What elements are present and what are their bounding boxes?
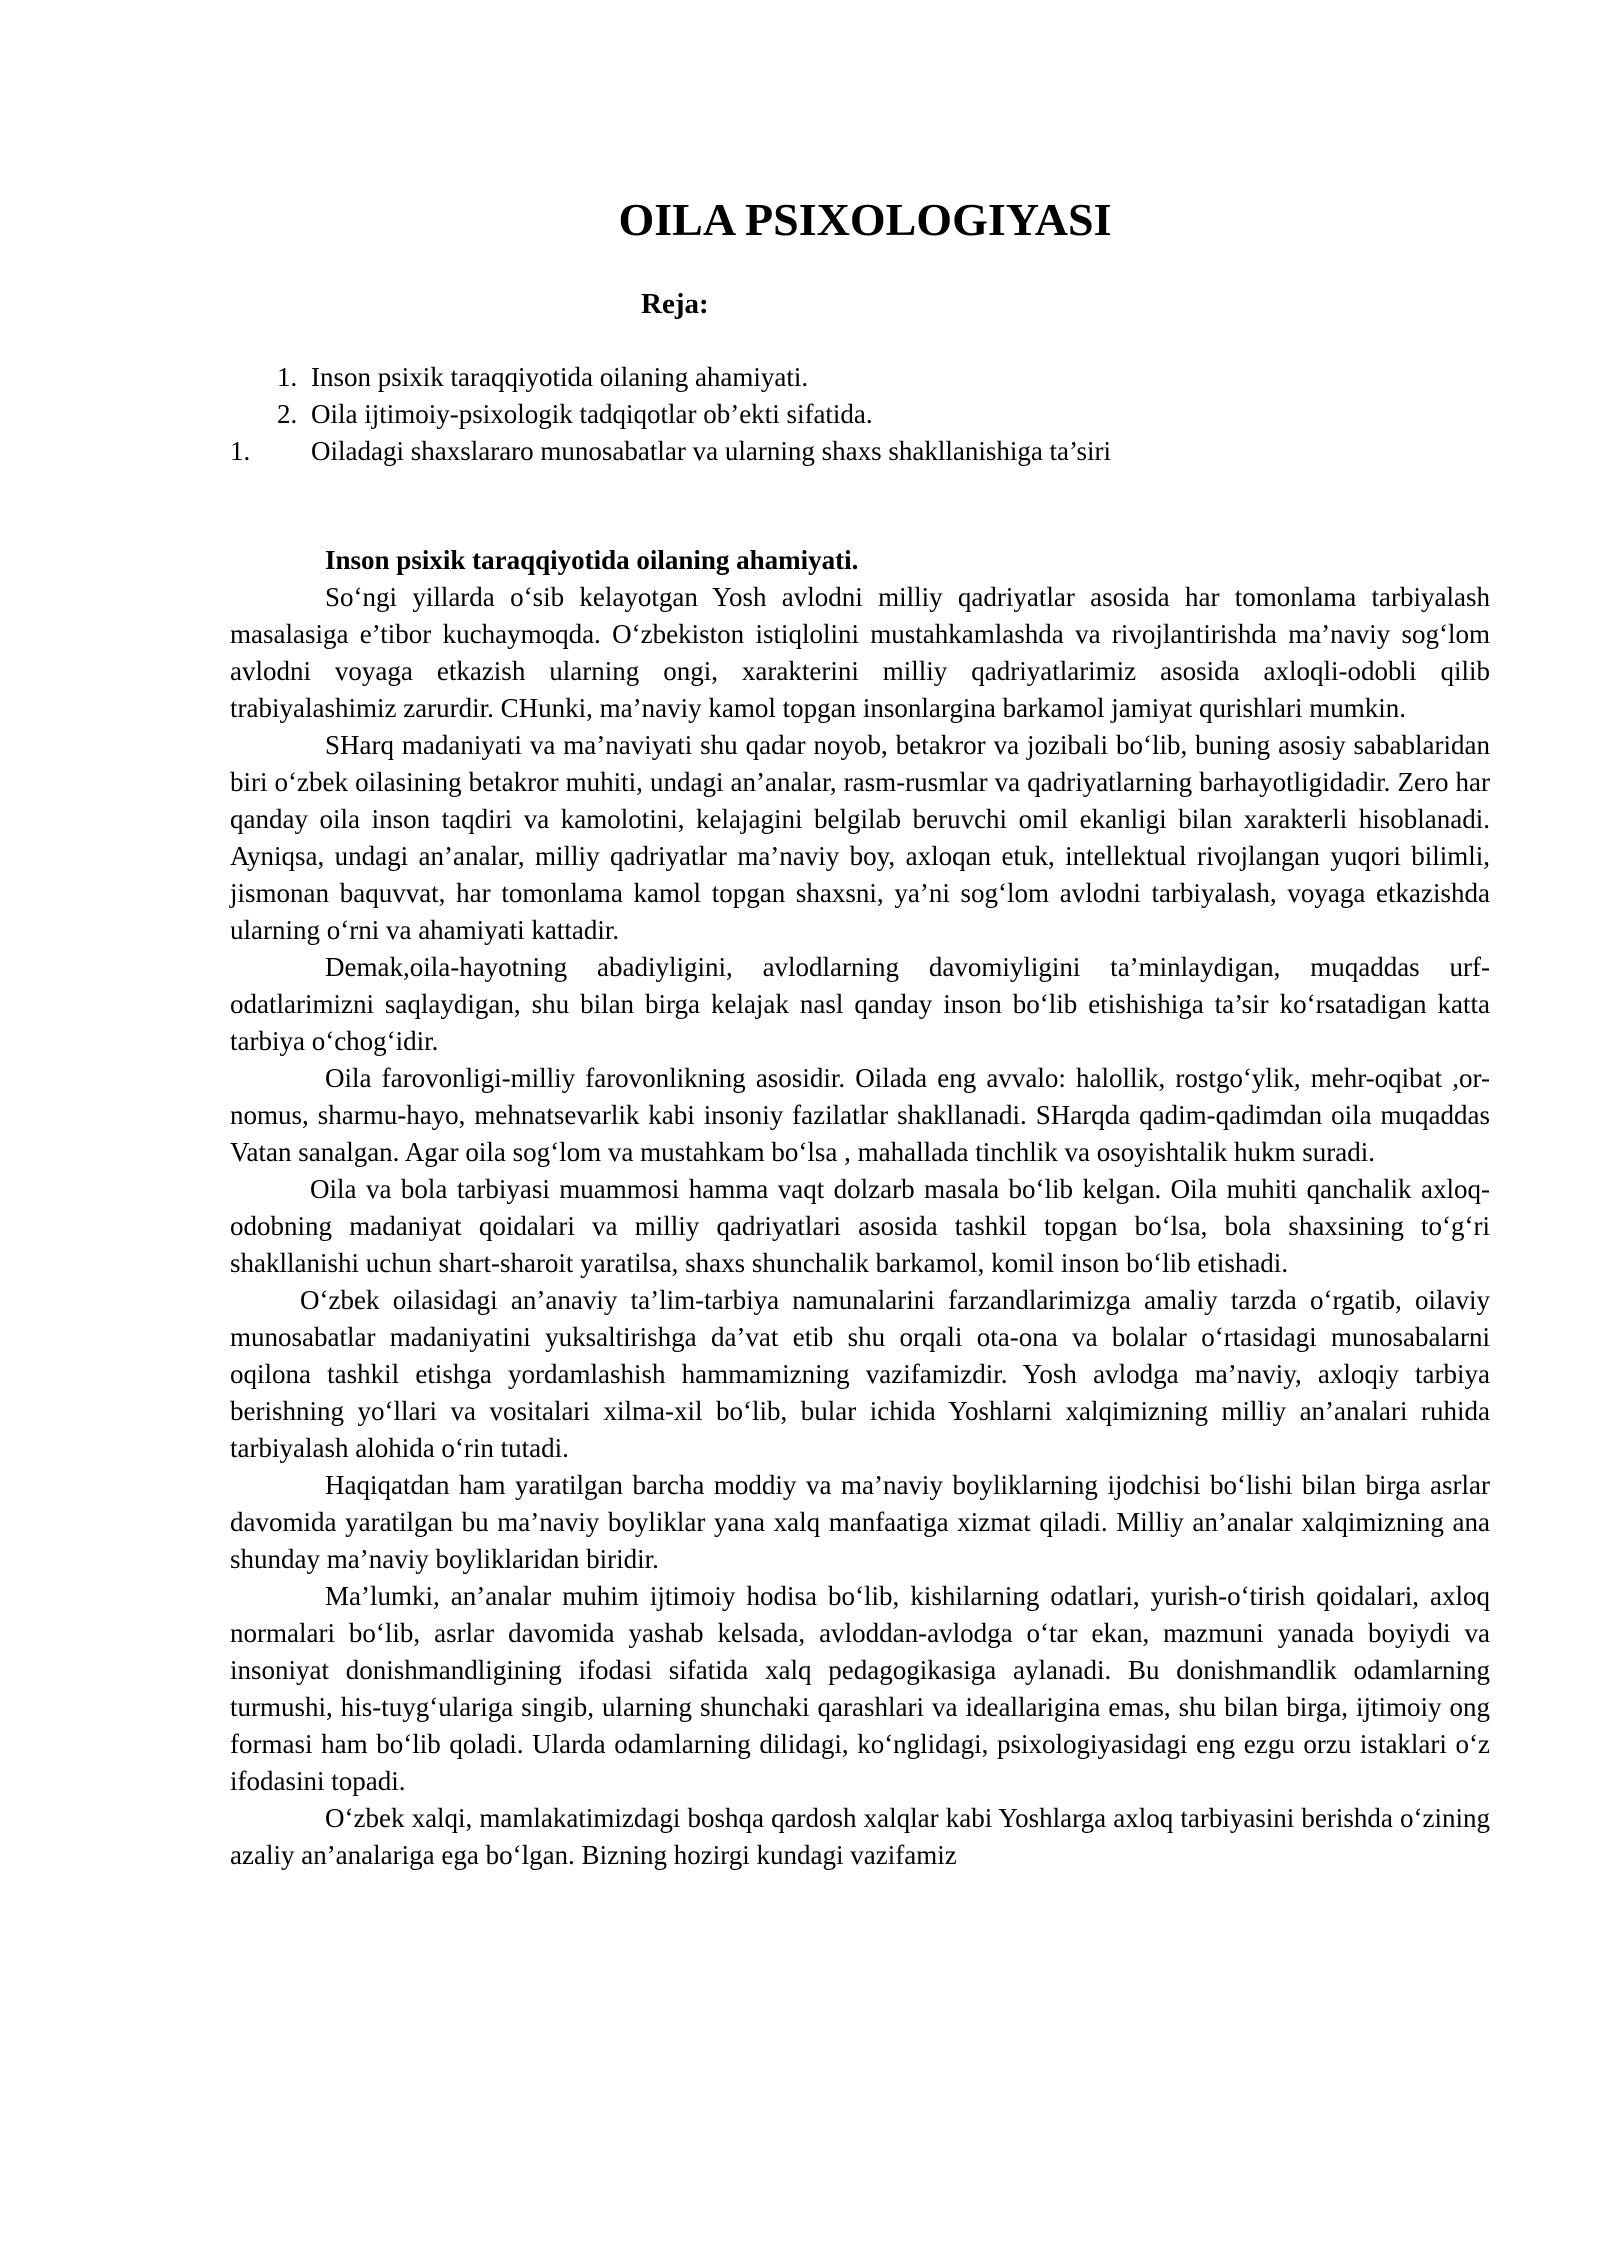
paragraph: SHarq madaniyati va ma’naviyati shu qadar noyob, betakror va jozibali bo‘lib, buning asosiy sabablaridan biri o‘zbek oilasining betakror muhiti, undagi an’analar, rasm-rusmlar va qadriyatlarning barhayotligidadir. Zero har qanday oila inson taqdiri va kamolotini, kelajagini belgilab beruvchi omil ekanligi bilan xarakterli hisoblanadi. Ayniqsa, undagi an’analar, milliy qadriyatlar ma’naviy boy, axloqan etuk, intellektual rivojlangan yuqori bilimli, jismonan baquvvat, har tomonlama kamol topgan shaxsni, ya’ni sog‘lom avlodni tarbiyalash, voyaga etkazishda ularning o‘rni va ahamiyati kattadir. bbox=[230, 730, 1490, 945]
paragraph: O‘zbek xalqi, mamlakatimizdagi boshqa qardosh xalqlar kabi Yoshlarga axloq tarbiyasini berishda o‘zining azaliy an’analariga ega bo‘lgan. Bizning hozirgi kundagi vazifamiz bbox=[230, 1803, 1490, 1870]
document-title: OILA PSIXOLOGIYASI bbox=[618, 194, 1112, 245]
plan-item bbox=[230, 359, 1430, 396]
section-heading: Inson psixik taraqqiyotida oilaning ahamiyati. bbox=[325, 545, 859, 575]
paragraph: Oila farovonligi-milliy farovonlikning asosidir. Oilada eng avvalo: halollik, rostgo‘ylik, mehr-oqibat ,or-nomus, sharmu-hayo, mehnatsevarlik kabi insoniy fazilatlar shakllanadi. SHarqda qadim-qadimdan oila muqaddas Vatan sanalgan. Agar oila sog‘lom va mustahkam bo‘lsa , mahallada tinchlik va osoyishtalik hukm suradi. bbox=[230, 1063, 1490, 1167]
body-text bbox=[230, 579, 1490, 1874]
plan-item-text: Oiladagi shaxslararo munosabatlar va ularning shaxs shakllanishiga ta’siri bbox=[311, 436, 1112, 466]
plan-item-number: 2. bbox=[277, 399, 298, 429]
plan-item-number: 1. bbox=[230, 436, 251, 466]
paragraph: Oila va bola tarbiyasi muammosi hamma vaqt dolzarb masala bo‘lib kelgan. Oila muhiti qanchalik axloq-odobning madaniyat qoidalari va milliy qadriyatlari asosida tashkil topgan bo‘lsa, bola shaxsining to‘g‘ri shakllanishi uchun shart-sharoit yaratilsa, shaxs shunchalik barkamol, komil inson bo‘lib etishadi. bbox=[230, 1174, 1490, 1278]
plan-item bbox=[230, 433, 1430, 470]
paragraph: Demak,oila-hayotning abadiyligini, avlodlarning davomiyligini ta’minlaydigan, muqaddas urf-odatlarimizni saqlaydigan, shu bilan birga kelajak nasl qanday inson bo‘lib etishishiga ta’sir ko‘rsatadigan katta tarbiya o‘chog‘idir. bbox=[230, 952, 1490, 1056]
paragraph: Ma’lumki, an’analar muhim ijtimoiy hodisa bo‘lib, kishilarning odatlari, yurish-o‘tirish qoidalari, axloq normalari bo‘lib, asrlar davomida yashab kelsada, avloddan-avlodga o‘tar ekan, mazmuni yanada boyiydi va insoniyat donishmandligining ifodasi sifatida xalq pedagogikasiga aylanadi. Bu donishmandlik odamlarning turmushi, his-tuyg‘ulariga singib, ularning shunchaki qarashlari va ideallarigina emas, shu bilan birga, ijtimoiy ong formasi ham bo‘lib qoladi. Ularda odamlarning dilidagi, ko‘nglidagi, psixologiyasidagi eng ezgu orzu istaklari o‘z ifodasini topadi. bbox=[230, 1581, 1490, 1796]
plan-list bbox=[230, 359, 1430, 470]
plan-item-number: 1. bbox=[277, 362, 298, 392]
plan-heading: Reja: bbox=[641, 288, 709, 320]
paragraph: Haqiqatdan ham yaratilgan barcha moddiy va ma’naviy boyliklarning ijodchisi bo‘lishi bilan birga asrlar davomida yaratilgan bu ma’naviy boyliklar yana xalq manfaatiga xizmat qiladi. Milliy an’analar xalqimizning ana shunday ma’naviy boyliklaridan biridir. bbox=[230, 1470, 1490, 1574]
paragraph: O‘zbek oilasidagi an’anaviy ta’lim-tarbiya namunalarini farzandlarimizga amaliy tarzda o‘rgatib, oilaviy munosabatlar madaniyatini yuksaltirishga da’vat etib shu orqali ota-ona va bolalar o‘rtasidagi munosabalarni oqilona tashkil etishga yordamlashish hammamizning vazifamizdir. Yosh avlodga ma’naviy, axloqiy tarbiya berishning yo‘llari va vositalari xilma-xil bo‘lib, bular ichida Yoshlarni xalqimizning milliy an’analari ruhida tarbiyalash alohida o‘rin tutadi. bbox=[230, 1285, 1490, 1463]
plan-item-text: Inson psixik taraqqiyotida oilaning ahamiyati. bbox=[311, 362, 809, 392]
paragraph: So‘ngi yillarda o‘sib kelayotgan Yosh avlodni milliy qadriyatlar asosida har tomonlama tarbiyalash masalasiga e’tibor kuchaymoqda. O‘zbekiston istiqlolini mustahkamlashda va rivojlantirishda ma’naviy sog‘lom avlodni voyaga etkazish ularning ongi, xarakterini milliy qadriyatlarimiz asosida axloqli-odobli qilib trabiyalashimiz zarurdir. CHunki, ma’naviy kamol topgan insonlargina barkamol jamiyat qurishlari mumkin. bbox=[230, 582, 1490, 723]
plan-item-text: Oila ijtimoiy-psixologik tadqiqotlar ob’ekti sifatida. bbox=[311, 399, 873, 429]
plan-item bbox=[230, 396, 1430, 433]
